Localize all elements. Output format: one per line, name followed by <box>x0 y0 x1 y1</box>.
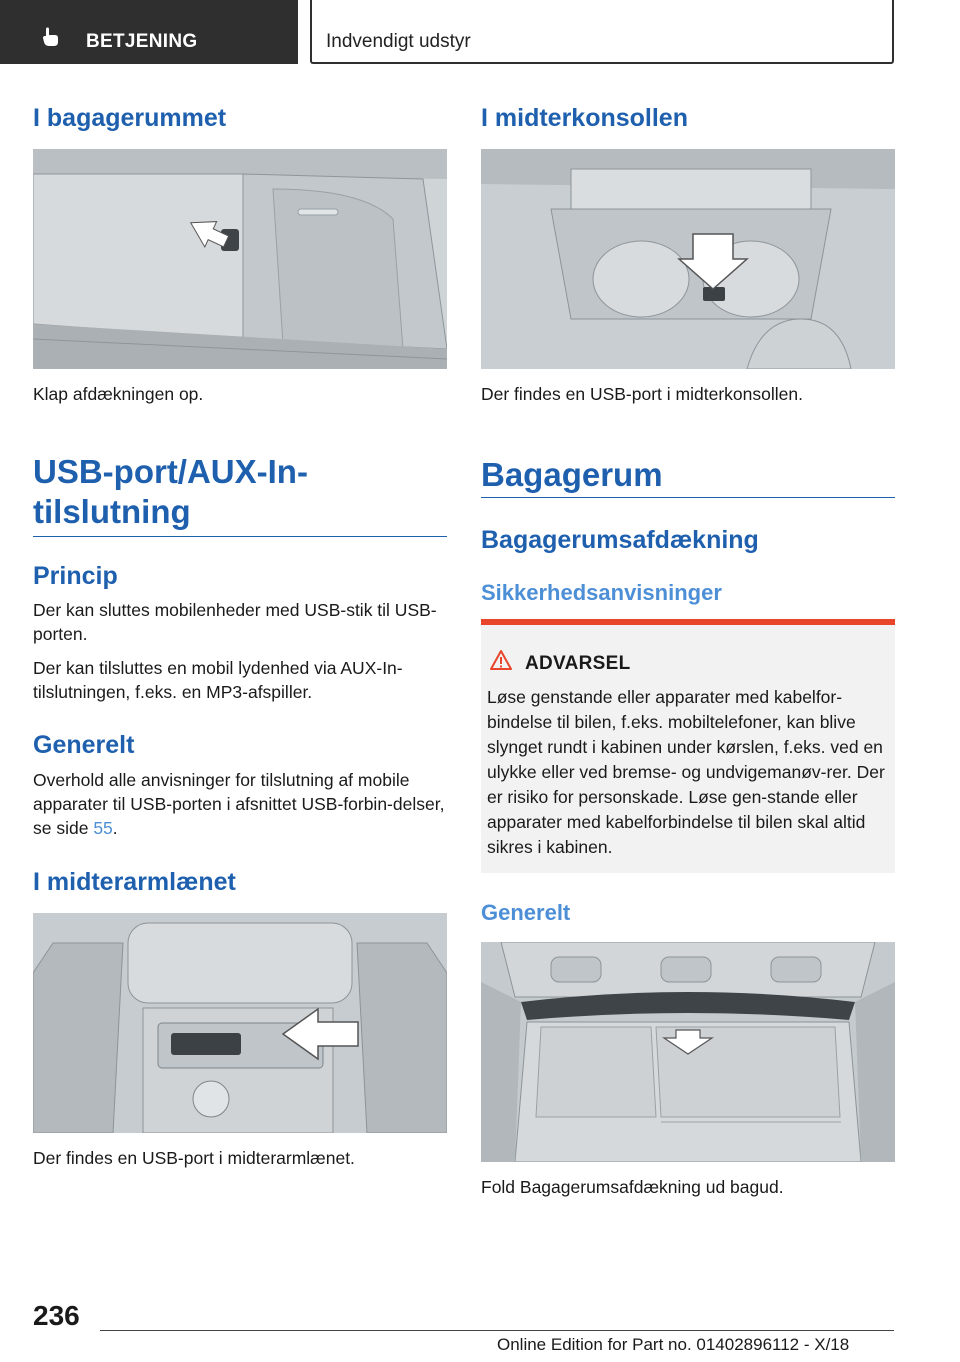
warning-box <box>481 619 895 873</box>
warning-title: ADVARSEL <box>525 653 631 674</box>
footer-rule <box>100 1330 894 1331</box>
console-caption: Der findes en USB-port i midterkonsollen. <box>481 384 803 404</box>
edition-footer: Online Edition for Part no. 01402896112 - X/18 <box>497 1335 850 1354</box>
luggage-heading: I bagagerummet <box>33 104 227 132</box>
warning-text: Løse genstande eller apparater med kabelfor-bindelse til bilen, f.eks. mobiltelefoner, kan blive slynget rundt i kabinen under kørslen, f.eks. ved en ulykke eller ved bremse- og undvigemanøv-rer. Der er risiko for personskade. Løse gen-stande eller apparater med kabelforbindelse til bilen skal altid sikres i kabinen. <box>487 687 885 857</box>
warning-triangle-icon <box>489 649 513 671</box>
principle-paragraph-1: Der kan sluttes mobilenheder med USB-stik til USB-porten. <box>33 600 437 644</box>
general-paragraph-text: Overhold alle anvisninger for tilslutning af mobile apparater til USB-porten i afsnittet USB-forbin-delser, se side <box>33 770 445 838</box>
safety-heading: Sikkerhedsanvisninger <box>481 580 722 605</box>
armrest-usb-image <box>33 913 447 1133</box>
console-heading: I midterkonsollen <box>481 104 688 132</box>
armrest-caption: Der findes en USB-port i midterarmlænet. <box>33 1148 355 1168</box>
usb-aux-heading-line1: USB-port/AUX-In- <box>33 453 308 490</box>
general-paragraph <box>33 768 447 840</box>
section-tab-label: BETJENING <box>86 31 198 52</box>
luggage-caption: Klap afdækningen op. <box>33 384 204 404</box>
trunk-heading-rule <box>481 497 895 498</box>
armrest-heading: I midterarmlænet <box>33 868 236 896</box>
page-header <box>0 0 960 66</box>
trunk-heading: Bagagerum <box>481 456 663 493</box>
principle-heading: Princip <box>33 562 118 590</box>
section-tab <box>0 0 298 64</box>
cover-heading: Bagagerumsafdækning <box>481 526 759 554</box>
center-console-image <box>481 149 895 369</box>
subsection-tab <box>310 0 894 64</box>
principle-paragraph-2: Der kan tilsluttes en mobil lydenhed via AUX-In-tilslutningen, f.eks. en MP3-afspiller. <box>33 658 403 702</box>
cover-caption: Fold Bagagerumsafdækning ud bagud. <box>481 1177 784 1197</box>
luggage-compartment-image <box>33 149 447 369</box>
page-reference-link[interactable]: 55 <box>93 818 113 838</box>
general-subheading: Generelt <box>481 900 571 925</box>
trunk-cover-image <box>481 942 895 1162</box>
subsection-tab-label: Indvendigt udstyr <box>326 31 471 52</box>
hand-pointer-icon <box>40 26 62 48</box>
page-number: 236 <box>33 1300 80 1331</box>
usb-aux-heading-line2: tilslutning <box>33 493 191 530</box>
general-paragraph-end: . <box>112 818 118 838</box>
general-heading: Generelt <box>33 731 135 759</box>
usb-aux-heading <box>33 452 447 532</box>
heading-rule <box>33 536 447 537</box>
